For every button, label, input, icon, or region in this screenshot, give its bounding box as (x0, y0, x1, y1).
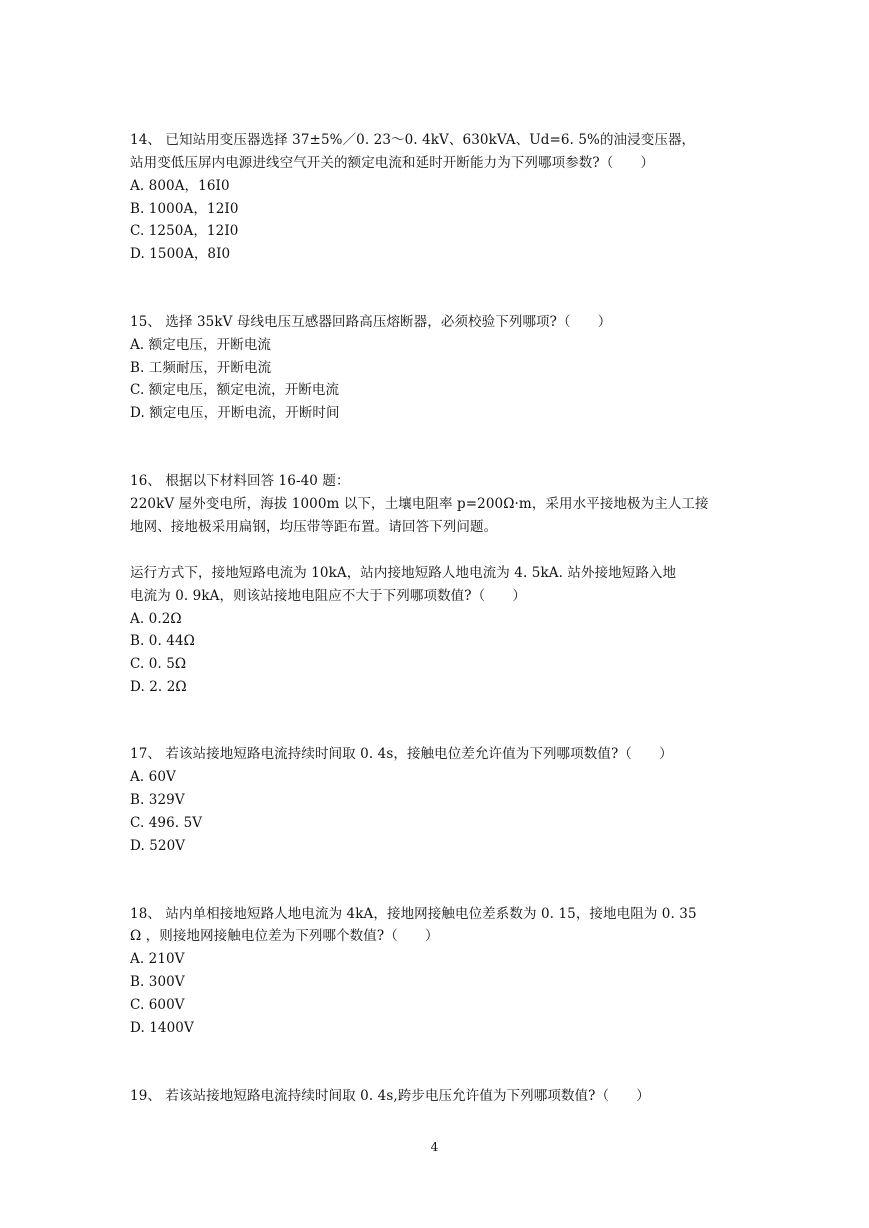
q16-option-d: D. 2. 2Ω (130, 679, 187, 695)
q18-option-d: D. 1400V (130, 1020, 194, 1036)
q16-stem-line-3: 地网、接地极采用扁钢，均压带等距布置。请回答下列问题。 (130, 519, 498, 535)
q17-stem-line-1: 17、 若该站接地短路电流持续时间取 0. 4s，接触电位差允许值为下列哪项数值?（ ） (130, 746, 673, 762)
q18-option-c: C. 600V (130, 997, 185, 1013)
q14-stem-line-1: 14、 已知站用变压器选择 37±5%／0. 23～0. 4kV、630kVA、Ud=6. 5%的油浸变压器， (130, 132, 696, 148)
q16-stem-line-6: 电流为 0. 9kA，则该站接地电阻应不大于下列哪项数值?（ ） (130, 588, 527, 604)
q16-option-c: C. 0. 5Ω (130, 656, 187, 672)
q18-option-b: B. 300V (130, 974, 185, 990)
q15-option-b: B. 工频耐压，开断电流 (130, 360, 272, 376)
q18-stem-line-1: 18、 站内单相接地短路人地电流为 4kA，接地网接触电位差系数为 0. 15，接地电阻为 0. 35 (130, 906, 697, 922)
q17-option-b: B. 329V (130, 792, 185, 808)
q14-option-c: C. 1250A，12I0 (130, 223, 239, 239)
q15-stem-line-1: 15、 选择 35kV 母线电压互感器回路高压熔断器，必须校验下列哪项?（ ） (130, 314, 612, 330)
q17-option-c: C. 496. 5V (130, 815, 203, 831)
q19-stem-line-1: 19、 若该站接地短路电流持续时间取 0. 4s,跨步电压允许值为下列哪项数值?（ ） (130, 1088, 650, 1104)
page-number: 4 (430, 1140, 439, 1154)
q15-option-a: A. 额定电压，开断电流 (130, 337, 272, 353)
q14-option-d: D. 1500A，8I0 (130, 246, 231, 262)
q15-option-d: D. 额定电压，开断电流，开断时间 (130, 405, 340, 421)
q16-stem-line-2: 220kV 屋外变电所，海拔 1000m 以下，土壤电阻率 p=200Ω·m，采用水平接地极为主人工接 (130, 496, 709, 512)
q18-stem-line-2: Ω ，则接地网接触电位差为下列哪个数值?（ ） (130, 928, 439, 944)
q16-option-a: A. 0.2Ω (130, 611, 182, 627)
q16-stem-line-5: 运行方式下，接地短路电流为 10kA，站内接地短路人地电流为 4. 5kA. 站外接地短路入地 (130, 565, 677, 581)
q17-option-d: D. 520V (130, 838, 186, 854)
q14-stem-line-2: 站用变低压屏内电源进线空气开关的额定电流和延时开断能力为下列哪项参数?（ ） (130, 155, 655, 171)
q14-option-b: B. 1000A，12I0 (130, 201, 239, 217)
q18-option-a: A. 210V (130, 951, 185, 967)
q15-option-c: C. 额定电压，额定电流，开断电流 (130, 382, 340, 398)
q14-option-a: A. 800A，16I0 (130, 178, 230, 194)
q16-stem-line-1: 16、 根据以下材料回答 16-40 题： (130, 473, 350, 489)
q17-option-a: A. 60V (130, 769, 176, 785)
q16-option-b: B. 0. 44Ω (130, 633, 195, 649)
